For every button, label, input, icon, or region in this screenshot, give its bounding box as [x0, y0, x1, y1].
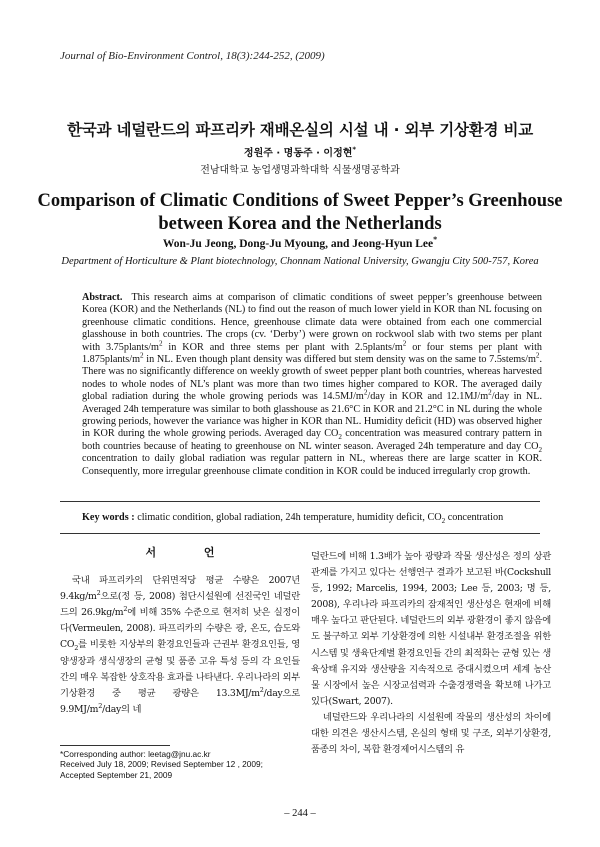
superscript: 2	[96, 589, 101, 598]
abstract-text-1: This research aims at comparison of climatic conditions of sweet pepper’s greenhouse between Korea (KOR) and the Netherlands (NL) to find out the reason of much lower yield in KOR than NL focusing on greenhouse climatic conditions. Hence, greenhouse climate data were obtained from each one commercial glasshouse in both countries. The crops (cv. ‘Derby’) were grown on rockwool slab with two stems per plant with 3.75plants/m	[82, 292, 543, 353]
superscript: 2	[123, 605, 128, 614]
keywords	[82, 512, 542, 526]
korean-authors-names: 정원주 · 명동주 · 이정현	[243, 148, 353, 159]
korean-affiliation: 전남대학교 농업생명과학대학 식물생명공학과	[200, 165, 400, 176]
abstract-text-8: concentration was measured contrary pattern in both countries because of heating to greenhouse on NL winter season. Averaged 24h temperature and day CO	[82, 428, 542, 452]
divider-bottom	[60, 533, 540, 534]
journal-citation: Journal of Bio-Environment Control, 18(3):244-252, (2009)	[60, 50, 325, 62]
superscript: 2	[363, 388, 368, 397]
korean-title: 한국과 네덜란드의 파프리카 재배온실의 시설 내 · 외부 기상환경 비교	[66, 121, 534, 139]
body-left-column	[60, 545, 300, 718]
abstract-text-6: /day in KOR and 12.1MJ/m	[367, 391, 489, 403]
divider-top	[60, 501, 540, 502]
body-text: /day의 네	[102, 703, 142, 715]
body-paragraph: 네덜란드와 우리나라의 시설원예 작물의 생산성의 차이에 대한 의견은 생산시스템, 온실의 형태 및 구조, 외부기상환경, 품종의 차이, 복합 환경제어시스템의 유	[311, 711, 551, 756]
abstract-text-3: or four stems per plant with 1.875plants/m	[82, 341, 542, 366]
abstract-label: Abstract.	[82, 292, 123, 303]
english-authors-mark: *	[433, 235, 438, 245]
superscript: 2	[158, 339, 163, 348]
abstract	[82, 292, 542, 478]
subscript: 2	[338, 433, 342, 442]
body-text: 국내 파프리카의 단위면적당 평균 수량은 2007년 9.4kg/m	[60, 575, 300, 603]
korean-authors	[0, 144, 600, 159]
english-authors	[0, 235, 600, 250]
body-right-column	[311, 549, 551, 758]
abstract-text-9: concentration to daily global radiation was regular pattern in NL, whereas there are large scatter in KOR. Consequently, more irregular greenhouse climate condition in KOR could be induced irregularly crop growth.	[82, 453, 542, 477]
body-paragraph: 덜란드에 비해 1.3배가 높아 광량과 작물 생산성은 정의 상관관계를 가지고 있다는 선행연구 결과가 보고된 바(Cockshull 등, 1992; Marcelis, 1994, 2003; Lee 등, 2003; 명 등, 2008), 우리나라 파프리카의 잠재적인 생산성은 현재에 비해 매우 높다고 판단된다. 네덜란드의 외부 광환경이 좋지 않음에도 불구하고 외부 기상환경에 의한 시설내부 환경조절을 위한 시스템 및 생육단계별 환경요인들 간의 최적화는 균형 있는 생육상태 유지와 생산량을 지속적으로 증대시켰으며 세계 농산물 시장에서 높은 시장교섭력과 수출경쟁력을 확보해 나가고 있다(Swart, 2007).	[311, 551, 551, 707]
keywords-text-end: concentration	[445, 512, 504, 523]
english-title-line1: Comparison of Climatic Conditions of Sweet Pepper’s Greenhouse	[37, 191, 563, 211]
keywords-label: Key words :	[82, 512, 135, 523]
abstract-text-5: . There was no significantly difference on weekly growth of sweet pepper plant both countries, whereas harvested nodes to whole nodes of NL’s plant was more than two times higher compared to KOR. The averaged daily global radiation during the whole growing periods was 14.5MJ/m	[82, 354, 542, 403]
body-text: /day으로 9.9MJ/m	[60, 687, 300, 715]
abstract-text-7: /day in NL. Averaged 24h temperature was similar to both glasshouse as 21.6°C in KOR and 21.2°C in NL during the whole growing periods, however the variance was higher in KOR than NL. Humidity deficit (HD) was observed higher in KOR during the whole growing periods. Averaged day CO	[82, 391, 543, 440]
body-paragraph	[60, 573, 300, 718]
footnote-corresponding: *Corresponding author: leetag@jnu.ac.kr	[60, 749, 211, 759]
english-affiliation: Department of Horticulture & Plant biotechnology, Chonnam National University, Gwangju City 500-757, Korea	[61, 256, 539, 267]
english-authors-names: Won-Ju Jeong, Dong-Ju Myoung, and Jeong-Hyun Lee	[162, 238, 434, 250]
english-title-line2: between Korea and the Netherlands	[158, 214, 442, 234]
footnote	[60, 749, 300, 780]
subscript: 2	[538, 445, 542, 454]
abstract-text-4: in NL. Even though plant density was differed but stem density was on the same to 7.5stems/m	[143, 354, 536, 366]
abstract-text-2: in KOR and three stems per plant with 2.5plants/m	[162, 341, 403, 353]
superscript: 2	[98, 701, 103, 710]
footnote-divider	[60, 745, 170, 746]
superscript: 2	[402, 339, 407, 348]
korean-authors-mark: *	[352, 145, 357, 154]
superscript: 2	[140, 351, 144, 360]
superscript: 2	[259, 685, 264, 694]
body-text: 에 비해 35% 수준으로 현저히 낮은 실정이다(Vermeulen, 2008). 파프리카의 수량은 광, 온도, 습도와 CO	[60, 607, 300, 651]
english-title	[30, 190, 570, 236]
body-text: 를 비롯한 지상부의 환경요인들과 근권부 환경요인들, 영양생장과 생식생장의 균형 및 품종 고유 특성 등의 각 요인들 간의 매우 복잡한 상호작용 효과를 나타낸다. 우리나라의 외부 기상환경 중 평균 광량은 13.3MJ/m	[60, 639, 300, 699]
footnote-received: Received July 18, 2009; Revised September 12 , 2009;	[60, 759, 263, 770]
superscript: 2	[535, 351, 540, 360]
keywords-text: climatic condition, global radiation, 24h temperature, humidity deficit, CO	[134, 512, 442, 523]
footnote-accepted: Accepted September 21, 2009	[60, 769, 173, 780]
subscript: 2	[74, 644, 79, 653]
subscript: 2	[441, 517, 446, 526]
section-title: 서 언	[145, 546, 237, 559]
body-text: 으로(정 등, 2008) 첨단시설원예 선진국인 네덜란드의 26.9kg/m	[60, 591, 300, 619]
page-number: – 244 –	[284, 808, 316, 819]
superscript: 2	[488, 388, 492, 397]
